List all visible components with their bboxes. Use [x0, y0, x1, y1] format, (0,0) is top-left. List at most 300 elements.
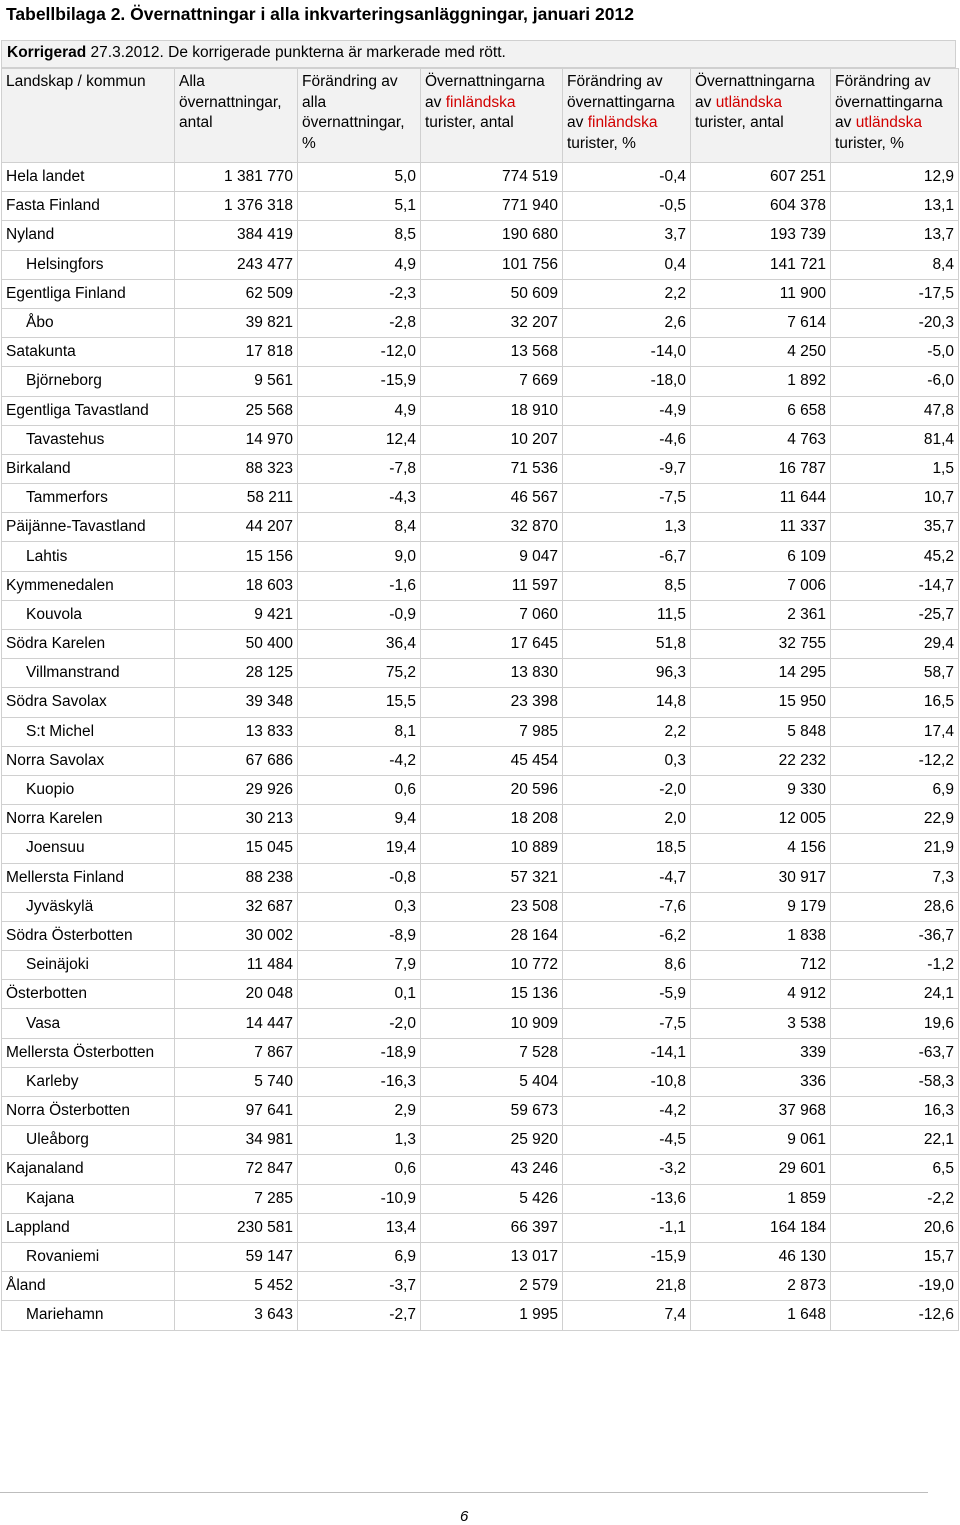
value-cell: 0,4 — [563, 250, 691, 279]
value-cell: 6,5 — [831, 1155, 959, 1184]
value-cell: 5,1 — [298, 192, 421, 221]
area-name-cell: Åbo — [2, 308, 175, 337]
region-row — [2, 1155, 959, 1184]
value-cell: 9,0 — [298, 542, 421, 571]
value-cell: 28 164 — [421, 921, 563, 950]
value-cell: 39 348 — [175, 688, 298, 717]
municipality-row — [2, 1242, 959, 1271]
value-cell: 58,7 — [831, 659, 959, 688]
value-cell: 96,3 — [563, 659, 691, 688]
value-cell: 6 109 — [691, 542, 831, 571]
value-cell: 43 246 — [421, 1155, 563, 1184]
value-cell: 9 179 — [691, 892, 831, 921]
value-cell: 1 995 — [421, 1301, 563, 1330]
area-name-cell: Karleby — [2, 1067, 175, 1096]
value-cell: 6,9 — [298, 1242, 421, 1271]
value-cell: 21,8 — [563, 1272, 691, 1301]
value-cell: 10 772 — [421, 951, 563, 980]
value-cell: 15,5 — [298, 688, 421, 717]
table-header-row — [2, 69, 959, 163]
region-row — [2, 221, 959, 250]
area-name-cell: Tammerfors — [2, 484, 175, 513]
area-name-cell: Kouvola — [2, 600, 175, 629]
area-name-cell: Björneborg — [2, 367, 175, 396]
value-cell: 13 568 — [421, 338, 563, 367]
value-cell: -13,6 — [563, 1184, 691, 1213]
municipality-row — [2, 892, 959, 921]
value-cell: 32 687 — [175, 892, 298, 921]
value-cell: 88 238 — [175, 863, 298, 892]
value-cell: 18 910 — [421, 396, 563, 425]
value-cell: 5 848 — [691, 717, 831, 746]
value-cell: 604 378 — [691, 192, 831, 221]
value-cell: 4,9 — [298, 250, 421, 279]
area-name-cell: Egentliga Tavastland — [2, 396, 175, 425]
value-cell: 7 985 — [421, 717, 563, 746]
value-cell: 5 404 — [421, 1067, 563, 1096]
value-cell: 8,6 — [563, 951, 691, 980]
value-cell: 14,8 — [563, 688, 691, 717]
value-cell: 8,4 — [298, 513, 421, 542]
value-cell: 22,9 — [831, 805, 959, 834]
value-cell: -5,0 — [831, 338, 959, 367]
value-cell: 16,3 — [831, 1097, 959, 1126]
area-name-cell: Norra Savolax — [2, 746, 175, 775]
value-cell: -2,8 — [298, 308, 421, 337]
value-cell: 29 601 — [691, 1155, 831, 1184]
value-cell: 50 609 — [421, 279, 563, 308]
value-cell: 23 398 — [421, 688, 563, 717]
overnight-stays-table — [1, 68, 959, 1331]
value-cell: 17 645 — [421, 630, 563, 659]
value-cell: 1 892 — [691, 367, 831, 396]
value-cell: 16 787 — [691, 454, 831, 483]
area-name-cell: Seinäjoki — [2, 951, 175, 980]
area-name-cell: Lahtis — [2, 542, 175, 571]
value-cell: 771 940 — [421, 192, 563, 221]
value-cell: -6,7 — [563, 542, 691, 571]
value-cell: 4 912 — [691, 980, 831, 1009]
value-cell: 18 208 — [421, 805, 563, 834]
region-row — [2, 746, 959, 775]
value-cell: 7 669 — [421, 367, 563, 396]
header-text: Alla övernattningar, antal — [179, 73, 282, 131]
value-cell: 51,8 — [563, 630, 691, 659]
value-cell: 11 644 — [691, 484, 831, 513]
value-cell: 13 017 — [421, 1242, 563, 1271]
value-cell: 2,6 — [563, 308, 691, 337]
area-name-cell: Joensuu — [2, 834, 175, 863]
value-cell: 2,2 — [563, 279, 691, 308]
region-row — [2, 921, 959, 950]
value-cell: 50 400 — [175, 630, 298, 659]
header-text: Övernattningarna av — [425, 73, 545, 111]
region-row — [2, 279, 959, 308]
value-cell: -15,9 — [298, 367, 421, 396]
value-cell: 66 397 — [421, 1213, 563, 1242]
value-cell: 7 528 — [421, 1038, 563, 1067]
value-cell: -63,7 — [831, 1038, 959, 1067]
value-cell: -10,9 — [298, 1184, 421, 1213]
column-header-5 — [691, 69, 831, 163]
value-cell: 13 833 — [175, 717, 298, 746]
municipality-row — [2, 951, 959, 980]
value-cell: 11 484 — [175, 951, 298, 980]
value-cell: -0,4 — [563, 163, 691, 192]
area-name-cell: Mellersta Finland — [2, 863, 175, 892]
value-cell: 35,7 — [831, 513, 959, 542]
value-cell: -1,6 — [298, 571, 421, 600]
table-body — [2, 163, 959, 1331]
area-name-cell: S:t Michel — [2, 717, 175, 746]
value-cell: -18,0 — [563, 367, 691, 396]
municipality-row — [2, 484, 959, 513]
value-cell: 3,7 — [563, 221, 691, 250]
area-name-cell: Lappland — [2, 1213, 175, 1242]
area-name-cell: Kajana — [2, 1184, 175, 1213]
municipality-row — [2, 1126, 959, 1155]
value-cell: 14 970 — [175, 425, 298, 454]
value-cell: 88 323 — [175, 454, 298, 483]
value-cell: 230 581 — [175, 1213, 298, 1242]
value-cell: -6,0 — [831, 367, 959, 396]
value-cell: 11 597 — [421, 571, 563, 600]
region-row — [2, 571, 959, 600]
value-cell: 2,0 — [563, 805, 691, 834]
value-cell: 0,1 — [298, 980, 421, 1009]
value-cell: -6,2 — [563, 921, 691, 950]
column-header-6 — [831, 69, 959, 163]
region-row — [2, 1038, 959, 1067]
value-cell: 75,2 — [298, 659, 421, 688]
value-cell: -25,7 — [831, 600, 959, 629]
value-cell: 13,7 — [831, 221, 959, 250]
value-cell: 11 337 — [691, 513, 831, 542]
value-cell: -9,7 — [563, 454, 691, 483]
header-text: Övernattningarna av — [695, 73, 815, 111]
value-cell: 32 870 — [421, 513, 563, 542]
value-cell: 46 130 — [691, 1242, 831, 1271]
value-cell: 18 603 — [175, 571, 298, 600]
value-cell: 9,4 — [298, 805, 421, 834]
value-cell: 12,4 — [298, 425, 421, 454]
value-cell: 0,6 — [298, 775, 421, 804]
highlighted-header-text: utländska — [715, 93, 783, 111]
column-header-4 — [563, 69, 691, 163]
area-name-cell: Kuopio — [2, 775, 175, 804]
footer-divider — [0, 1492, 928, 1493]
value-cell: 17 818 — [175, 338, 298, 367]
value-cell: -17,5 — [831, 279, 959, 308]
value-cell: -7,8 — [298, 454, 421, 483]
value-cell: -4,2 — [298, 746, 421, 775]
value-cell: 0,3 — [298, 892, 421, 921]
value-cell: 11 900 — [691, 279, 831, 308]
value-cell: 10 889 — [421, 834, 563, 863]
value-cell: 30 002 — [175, 921, 298, 950]
value-cell: 774 519 — [421, 163, 563, 192]
value-cell: -4,5 — [563, 1126, 691, 1155]
value-cell: -58,3 — [831, 1067, 959, 1096]
municipality-row — [2, 250, 959, 279]
value-cell: 18,5 — [563, 834, 691, 863]
value-cell: 20 596 — [421, 775, 563, 804]
column-header-1 — [175, 69, 298, 163]
value-cell: -2,2 — [831, 1184, 959, 1213]
value-cell: 29,4 — [831, 630, 959, 659]
region-row — [2, 1097, 959, 1126]
correction-note-label: Korrigerad — [7, 44, 87, 61]
value-cell: -2,0 — [563, 775, 691, 804]
value-cell: -0,5 — [563, 192, 691, 221]
value-cell: 32 755 — [691, 630, 831, 659]
municipality-row — [2, 1009, 959, 1038]
value-cell: 1 838 — [691, 921, 831, 950]
value-cell: 1 376 318 — [175, 192, 298, 221]
value-cell: 36,4 — [298, 630, 421, 659]
value-cell: 8,5 — [298, 221, 421, 250]
value-cell: 59 147 — [175, 1242, 298, 1271]
value-cell: 12,9 — [831, 163, 959, 192]
value-cell: 1,3 — [563, 513, 691, 542]
value-cell: 2 873 — [691, 1272, 831, 1301]
value-cell: 12 005 — [691, 805, 831, 834]
value-cell: 6,9 — [831, 775, 959, 804]
value-cell: -12,2 — [831, 746, 959, 775]
value-cell: -0,9 — [298, 600, 421, 629]
area-name-cell: Uleåborg — [2, 1126, 175, 1155]
value-cell: 25 920 — [421, 1126, 563, 1155]
value-cell: 21,9 — [831, 834, 959, 863]
area-name-cell: Mariehamn — [2, 1301, 175, 1330]
value-cell: 190 680 — [421, 221, 563, 250]
value-cell: 15 045 — [175, 834, 298, 863]
value-cell: 7 867 — [175, 1038, 298, 1067]
area-name-cell: Södra Savolax — [2, 688, 175, 717]
region-row — [2, 338, 959, 367]
value-cell: 712 — [691, 951, 831, 980]
page-title: Tabellbilaga 2. Övernattningar i alla inkvarteringsanläggningar, januari 2012 — [6, 4, 634, 24]
column-header-3 — [421, 69, 563, 163]
value-cell: 7,4 — [563, 1301, 691, 1330]
value-cell: 10,7 — [831, 484, 959, 513]
value-cell: 13,4 — [298, 1213, 421, 1242]
value-cell: 22 232 — [691, 746, 831, 775]
municipality-row — [2, 717, 959, 746]
value-cell: 1,3 — [298, 1126, 421, 1155]
value-cell: 45,2 — [831, 542, 959, 571]
municipality-row — [2, 600, 959, 629]
value-cell: 5,0 — [298, 163, 421, 192]
value-cell: 11,5 — [563, 600, 691, 629]
area-name-cell: Norra Karelen — [2, 805, 175, 834]
value-cell: 9 047 — [421, 542, 563, 571]
correction-note-text: 27.3.2012. De korrigerade punkterna är markerade med rött. — [86, 44, 506, 61]
area-name-cell: Villmanstrand — [2, 659, 175, 688]
column-header-2 — [298, 69, 421, 163]
value-cell: -14,7 — [831, 571, 959, 600]
value-cell: 30 213 — [175, 805, 298, 834]
value-cell: 0,6 — [298, 1155, 421, 1184]
value-cell: -3,2 — [563, 1155, 691, 1184]
area-name-cell: Fasta Finland — [2, 192, 175, 221]
value-cell: 58 211 — [175, 484, 298, 513]
area-name-cell: Vasa — [2, 1009, 175, 1038]
area-name-cell: Helsingfors — [2, 250, 175, 279]
value-cell: 164 184 — [691, 1213, 831, 1242]
value-cell: -12,0 — [298, 338, 421, 367]
area-name-cell: Nyland — [2, 221, 175, 250]
value-cell: 39 821 — [175, 308, 298, 337]
value-cell: 8,4 — [831, 250, 959, 279]
header-text: turister, antal — [695, 114, 784, 131]
region-row — [2, 805, 959, 834]
value-cell: -19,0 — [831, 1272, 959, 1301]
value-cell: 7 060 — [421, 600, 563, 629]
value-cell: 71 536 — [421, 454, 563, 483]
region-row — [2, 396, 959, 425]
value-cell: -4,6 — [563, 425, 691, 454]
value-cell: -12,6 — [831, 1301, 959, 1330]
value-cell: 23 508 — [421, 892, 563, 921]
value-cell: -20,3 — [831, 308, 959, 337]
value-cell: 47,8 — [831, 396, 959, 425]
value-cell: -1,1 — [563, 1213, 691, 1242]
value-cell: 17,4 — [831, 717, 959, 746]
value-cell: 59 673 — [421, 1097, 563, 1126]
value-cell: -2,7 — [298, 1301, 421, 1330]
value-cell: 29 926 — [175, 775, 298, 804]
value-cell: -1,2 — [831, 951, 959, 980]
area-name-cell: Norra Österbotten — [2, 1097, 175, 1126]
value-cell: 2 361 — [691, 600, 831, 629]
value-cell: -15,9 — [563, 1242, 691, 1271]
area-name-cell: Mellersta Österbotten — [2, 1038, 175, 1067]
value-cell: 13 830 — [421, 659, 563, 688]
highlighted-header-text: finländska — [445, 93, 516, 111]
value-cell: 141 721 — [691, 250, 831, 279]
area-name-cell: Österbotten — [2, 980, 175, 1009]
value-cell: 1 648 — [691, 1301, 831, 1330]
value-cell: -14,0 — [563, 338, 691, 367]
header-text: Förändring av övernattingarna av — [835, 73, 943, 131]
region-row — [2, 688, 959, 717]
header-text: Förändring av övernattingarna av — [567, 73, 675, 131]
value-cell: 243 477 — [175, 250, 298, 279]
value-cell: 7 285 — [175, 1184, 298, 1213]
value-cell: 4 763 — [691, 425, 831, 454]
region-row — [2, 1213, 959, 1242]
value-cell: 1,5 — [831, 454, 959, 483]
value-cell: 4 250 — [691, 338, 831, 367]
value-cell: 7 614 — [691, 308, 831, 337]
region-row — [2, 454, 959, 483]
region-row — [2, 1272, 959, 1301]
value-cell: -5,9 — [563, 980, 691, 1009]
value-cell: 44 207 — [175, 513, 298, 542]
value-cell: 32 207 — [421, 308, 563, 337]
value-cell: 30 917 — [691, 863, 831, 892]
region-row — [2, 163, 959, 192]
value-cell: -7,5 — [563, 1009, 691, 1038]
value-cell: 193 739 — [691, 221, 831, 250]
correction-note — [7, 44, 506, 62]
value-cell: 5 452 — [175, 1272, 298, 1301]
value-cell: 46 567 — [421, 484, 563, 513]
value-cell: 19,4 — [298, 834, 421, 863]
value-cell: 8,5 — [563, 571, 691, 600]
value-cell: -4,7 — [563, 863, 691, 892]
header-text: turister, antal — [425, 114, 514, 131]
column-header-0 — [2, 69, 175, 163]
value-cell: -2,3 — [298, 279, 421, 308]
value-cell: 3 643 — [175, 1301, 298, 1330]
value-cell: 15 136 — [421, 980, 563, 1009]
highlighted-header-text: finländska — [587, 114, 658, 131]
value-cell: 28 125 — [175, 659, 298, 688]
value-cell: 6 658 — [691, 396, 831, 425]
value-cell: 384 419 — [175, 221, 298, 250]
value-cell: 5 426 — [421, 1184, 563, 1213]
area-name-cell: Åland — [2, 1272, 175, 1301]
area-name-cell: Södra Karelen — [2, 630, 175, 659]
value-cell: 97 641 — [175, 1097, 298, 1126]
value-cell: 9 421 — [175, 600, 298, 629]
value-cell: 10 909 — [421, 1009, 563, 1038]
area-name-cell: Kajanaland — [2, 1155, 175, 1184]
value-cell: 67 686 — [175, 746, 298, 775]
value-cell: -8,9 — [298, 921, 421, 950]
area-name-cell: Jyväskylä — [2, 892, 175, 921]
value-cell: -18,9 — [298, 1038, 421, 1067]
value-cell: -36,7 — [831, 921, 959, 950]
value-cell: 72 847 — [175, 1155, 298, 1184]
value-cell: 101 756 — [421, 250, 563, 279]
value-cell: -2,0 — [298, 1009, 421, 1038]
value-cell: 25 568 — [175, 396, 298, 425]
value-cell: 15 950 — [691, 688, 831, 717]
area-name-cell: Päijänne-Tavastland — [2, 513, 175, 542]
value-cell: -14,1 — [563, 1038, 691, 1067]
value-cell: 14 447 — [175, 1009, 298, 1038]
value-cell: 14 295 — [691, 659, 831, 688]
value-cell: -0,8 — [298, 863, 421, 892]
municipality-row — [2, 1067, 959, 1096]
value-cell: -4,2 — [563, 1097, 691, 1126]
value-cell: 45 454 — [421, 746, 563, 775]
value-cell: 2,2 — [563, 717, 691, 746]
area-name-cell: Kymmenedalen — [2, 571, 175, 600]
area-name-cell: Tavastehus — [2, 425, 175, 454]
municipality-row — [2, 1184, 959, 1213]
value-cell: 62 509 — [175, 279, 298, 308]
region-row — [2, 630, 959, 659]
value-cell: -4,9 — [563, 396, 691, 425]
region-row — [2, 192, 959, 221]
value-cell: 9 330 — [691, 775, 831, 804]
value-cell: 7,3 — [831, 863, 959, 892]
value-cell: 607 251 — [691, 163, 831, 192]
municipality-row — [2, 425, 959, 454]
highlighted-header-text: utländska — [855, 114, 923, 131]
value-cell: 2 579 — [421, 1272, 563, 1301]
municipality-row — [2, 542, 959, 571]
value-cell: -7,6 — [563, 892, 691, 921]
header-text: turister, % — [835, 134, 904, 152]
value-cell: 7,9 — [298, 951, 421, 980]
value-cell: 13,1 — [831, 192, 959, 221]
value-cell: 20 048 — [175, 980, 298, 1009]
